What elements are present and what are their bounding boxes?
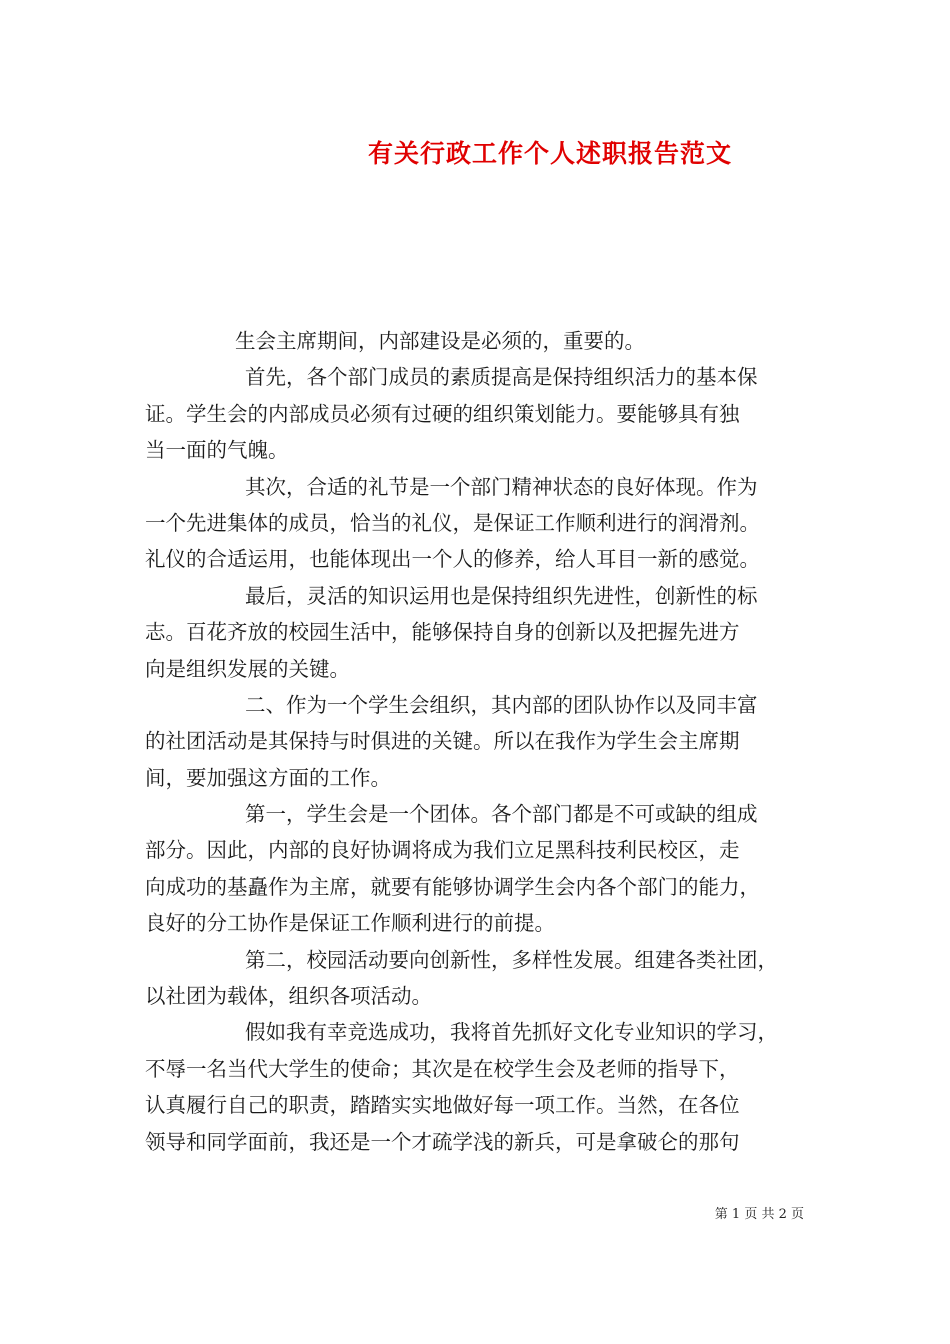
paragraph-line: 间，要加强这方面的工作。: [145, 765, 391, 790]
paragraph-line: 假如我有幸竞选成功，我将首先抓好文化专业知识的学习，: [245, 1020, 778, 1045]
paragraph-line: 的社团活动是其保持与时俱进的关键。所以在我作为学生会主席期: [145, 729, 740, 754]
paragraph-line: 不辱一名当代大学生的使命；其次是在校学生会及老师的指导下，: [145, 1056, 740, 1081]
paragraph-line: 当一面的气魄。: [145, 438, 289, 463]
paragraph-line: 证。学生会的内部成员必须有过硬的组织策划能力。要能够具有独: [145, 401, 740, 426]
paragraph-line: 二、作为一个学生会组织，其内部的团队协作以及同丰富: [245, 692, 758, 717]
paragraph-line: 最后，灵活的知识运用也是保持组织先进性，创新性的标: [245, 583, 758, 608]
paragraph-line: 首先，各个部门成员的素质提高是保持组织活力的基本保: [245, 365, 758, 390]
paragraph-line: 认真履行自己的职责，踏踏实实地做好每一项工作。当然，在各位: [145, 1093, 740, 1118]
paragraph-line: 其次，合适的礼节是一个部门精神状态的良好体现。作为: [245, 474, 758, 499]
paragraph-line: 一个先进集体的成员，恰当的礼仪，是保证工作顺利进行的润滑剂。: [145, 510, 760, 535]
page-number-footer: 第 1 页 共 2 页: [714, 1207, 804, 1222]
paragraph-line: 向是组织发展的关键。: [145, 656, 350, 681]
paragraph-line: 生会主席期间，内部建设是必须的，重要的。: [235, 329, 645, 353]
paragraph-line: 向成功的基矗作为主席，就要有能够协调学生会内各个部门的能力，: [145, 874, 760, 899]
document-body: [145, 323, 835, 1160]
paragraph-line: 志。百花齐放的校园生活中，能够保持自身的创新以及把握先进方: [145, 620, 740, 645]
document-title: 有关行政工作个人述职报告范文: [367, 139, 732, 168]
paragraph-line: 以社团为载体，组织各项活动。: [145, 984, 432, 1009]
paragraph-line: 第一，学生会是一个团体。各个部门都是不可或缺的组成: [245, 802, 758, 827]
paragraph-line: 领导和同学面前，我还是一个才疏学浅的新兵，可是拿破仑的那句: [145, 1129, 740, 1154]
paragraph-line: 第二，校园活动要向创新性，多样性发展。组建各类社团，: [245, 947, 778, 972]
paragraph-line: 部分。因此，内部的良好协调将成为我们立足黑科技利民校区，走: [145, 838, 740, 863]
paragraph-line: 良好的分工协作是保证工作顺利进行的前提。: [145, 911, 555, 936]
paragraph-line: 礼仪的合适运用，也能体现出一个人的修养，给人耳目一新的感觉。: [145, 547, 760, 572]
